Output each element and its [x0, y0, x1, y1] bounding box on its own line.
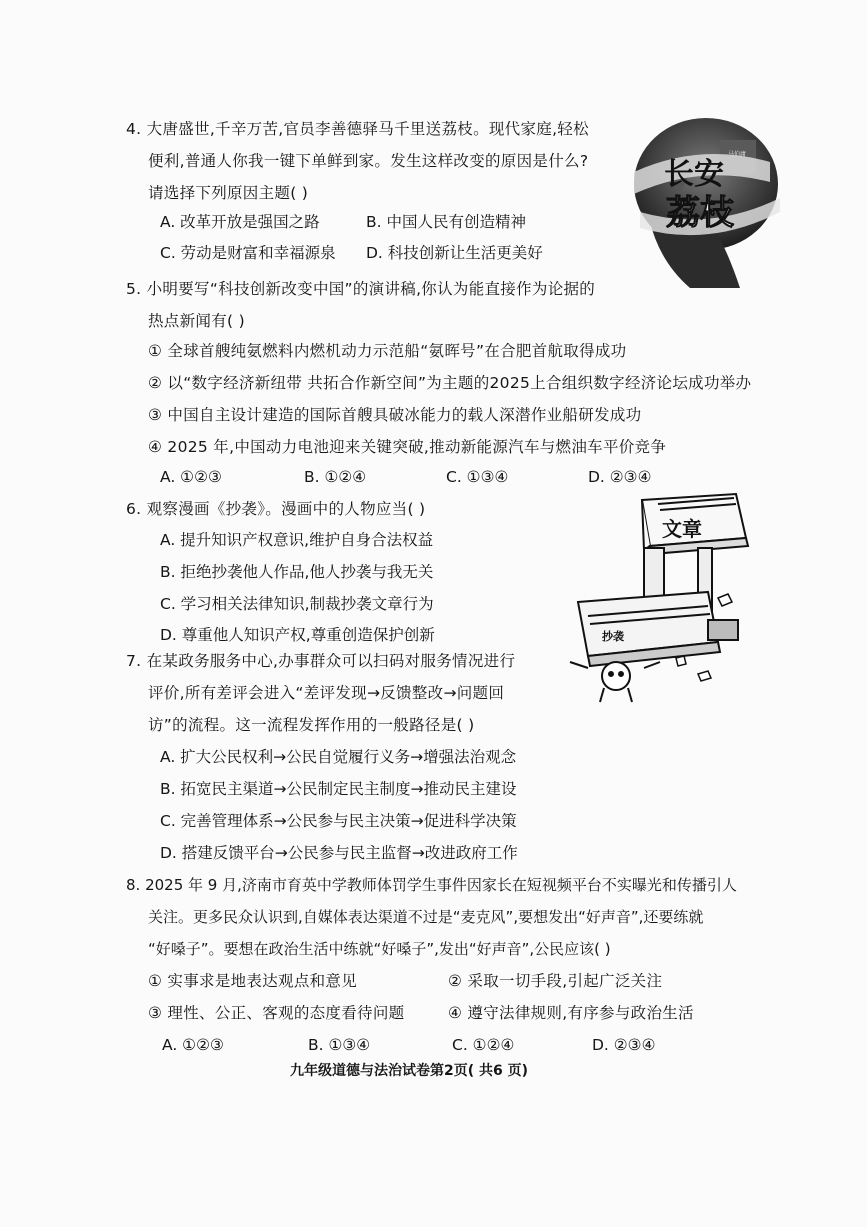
q6-stem: 6. 观察漫画《抄袭》。漫画中的人物应当( )	[126, 500, 426, 518]
q7-stem-line-1: 7. 在某政务服务中心,办事群众可以扫码对服务情况进行	[126, 652, 516, 670]
q4-stem-line-1: 4. 大唐盛世,千辛万苦,官员李善德驿马千里送荔枝。现代家庭,轻松	[126, 120, 589, 138]
q8-option-a: A. ①②③	[162, 1036, 224, 1054]
q5-item-4: ④ 2025 年,中国动力电池迎来关键突破,推动新能源汽车与燃油车平价竞争	[148, 438, 667, 456]
svg-text:马伯庸: 马伯庸	[728, 151, 747, 158]
q5-item-1: ① 全球首艘纯氨燃料内燃机动力示范船“氨晖号”在合肥首航取得成功	[148, 342, 627, 360]
q8-stem-line-2: 关注。更多民众认识到,自媒体表达渠道不过是“麦克风”,要想发出“好声音”,还要练就	[148, 908, 704, 926]
q4-option-a: A. 改革开放是强国之路	[160, 213, 320, 231]
q6-option-c: C. 学习相关法律知识,制裁抄袭文章行为	[160, 595, 434, 613]
cartoon-book-label: 文章	[662, 517, 702, 541]
q7-option-a: A. 扩大公民权利→公民自觉履行义务→增强法治观念	[160, 748, 517, 766]
q8-item-2: ② 采取一切手段,引起广泛关注	[448, 972, 663, 990]
q8-option-c: C. ①②④	[452, 1036, 515, 1054]
q5-item-3: ③ 中国自主设计建造的国际首艘具破冰能力的载人深潜作业船研发成功	[148, 406, 642, 424]
q8-item-1: ① 实事求是地表达观点和意见	[148, 972, 358, 990]
q8-stem-line-1: 8. 2025 年 9 月,济南市育英中学教师体罚学生事件因家长在短视频平台不实曝光和传播引人	[126, 876, 737, 894]
cartoon-copy-label: 抄袭	[602, 630, 624, 643]
q8-option-b: B. ①③④	[308, 1036, 371, 1054]
q8-option-d: D. ②③④	[592, 1036, 656, 1054]
lychee-book-illustration	[620, 112, 782, 292]
q5-option-a: A. ①②③	[160, 468, 222, 486]
q8-stem-line-3: “好嗓子”。要想在政治生活中练就“好嗓子”,发出“好声音”,公民应该( )	[148, 940, 611, 958]
q7-stem-line-3: 访”的流程。这一流程发挥作用的一般路径是( )	[148, 716, 475, 734]
svg-text:长安: 长安	[664, 157, 724, 192]
q6-option-a: A. 提升知识产权意识,维护自身合法权益	[160, 531, 434, 549]
q5-item-2: ② 以“数字经济新纽带 共拓合作新空间”为主题的2025上合组织数字经济论坛成功举办	[148, 374, 752, 392]
q8-item-4: ④ 遵守法律规则,有序参与政治生活	[448, 1004, 694, 1022]
q6-option-d: D. 尊重他人知识产权,尊重创造保护创新	[160, 626, 435, 644]
q5-option-b: B. ①②④	[304, 468, 367, 486]
q8-item-3: ③ 理性、公正、客观的态度看待问题	[148, 1004, 405, 1022]
q5-stem-line-2: 热点新闻有( )	[148, 312, 245, 330]
q5-option-d: D. ②③④	[588, 468, 652, 486]
q6-option-b: B. 拒绝抄袭他人作品,他人抄袭与我无关	[160, 563, 434, 581]
q4-stem-line-2: 便利,普通人你我一键下单鲜到家。发生这样改变的原因是什么?	[148, 152, 589, 170]
q4-option-d: D. 科技创新让生活更美好	[366, 244, 543, 262]
q4-option-b: B. 中国人民有创造精神	[366, 213, 526, 231]
page-footer: 九年级道德与法治试卷第2页( 共6 页)	[290, 1063, 529, 1079]
q5-stem-line-1: 5. 小明要写“科技创新改变中国”的演讲稿,你认为能直接作为论据的	[126, 280, 596, 298]
q5-option-c: C. ①③④	[446, 468, 509, 486]
q7-option-c: C. 完善管理体系→公民参与民主决策→促进科学决策	[160, 812, 517, 830]
q4-option-c: C. 劳动是财富和幸福源泉	[160, 244, 336, 262]
q7-option-d: D. 搭建反馈平台→公民参与民主监督→改进政府工作	[160, 844, 518, 862]
q7-option-b: B. 拓宽民主渠道→公民制定民主制度→推动民主建设	[160, 780, 517, 798]
plagiarism-cartoon	[558, 492, 758, 704]
q7-stem-line-2: 评价,所有差评会进入“差评发现→反馈整改→问题回	[148, 684, 505, 702]
q4-stem-line-3: 请选择下列原因主题( )	[148, 184, 309, 202]
svg-text:荔枝: 荔枝	[666, 193, 734, 233]
